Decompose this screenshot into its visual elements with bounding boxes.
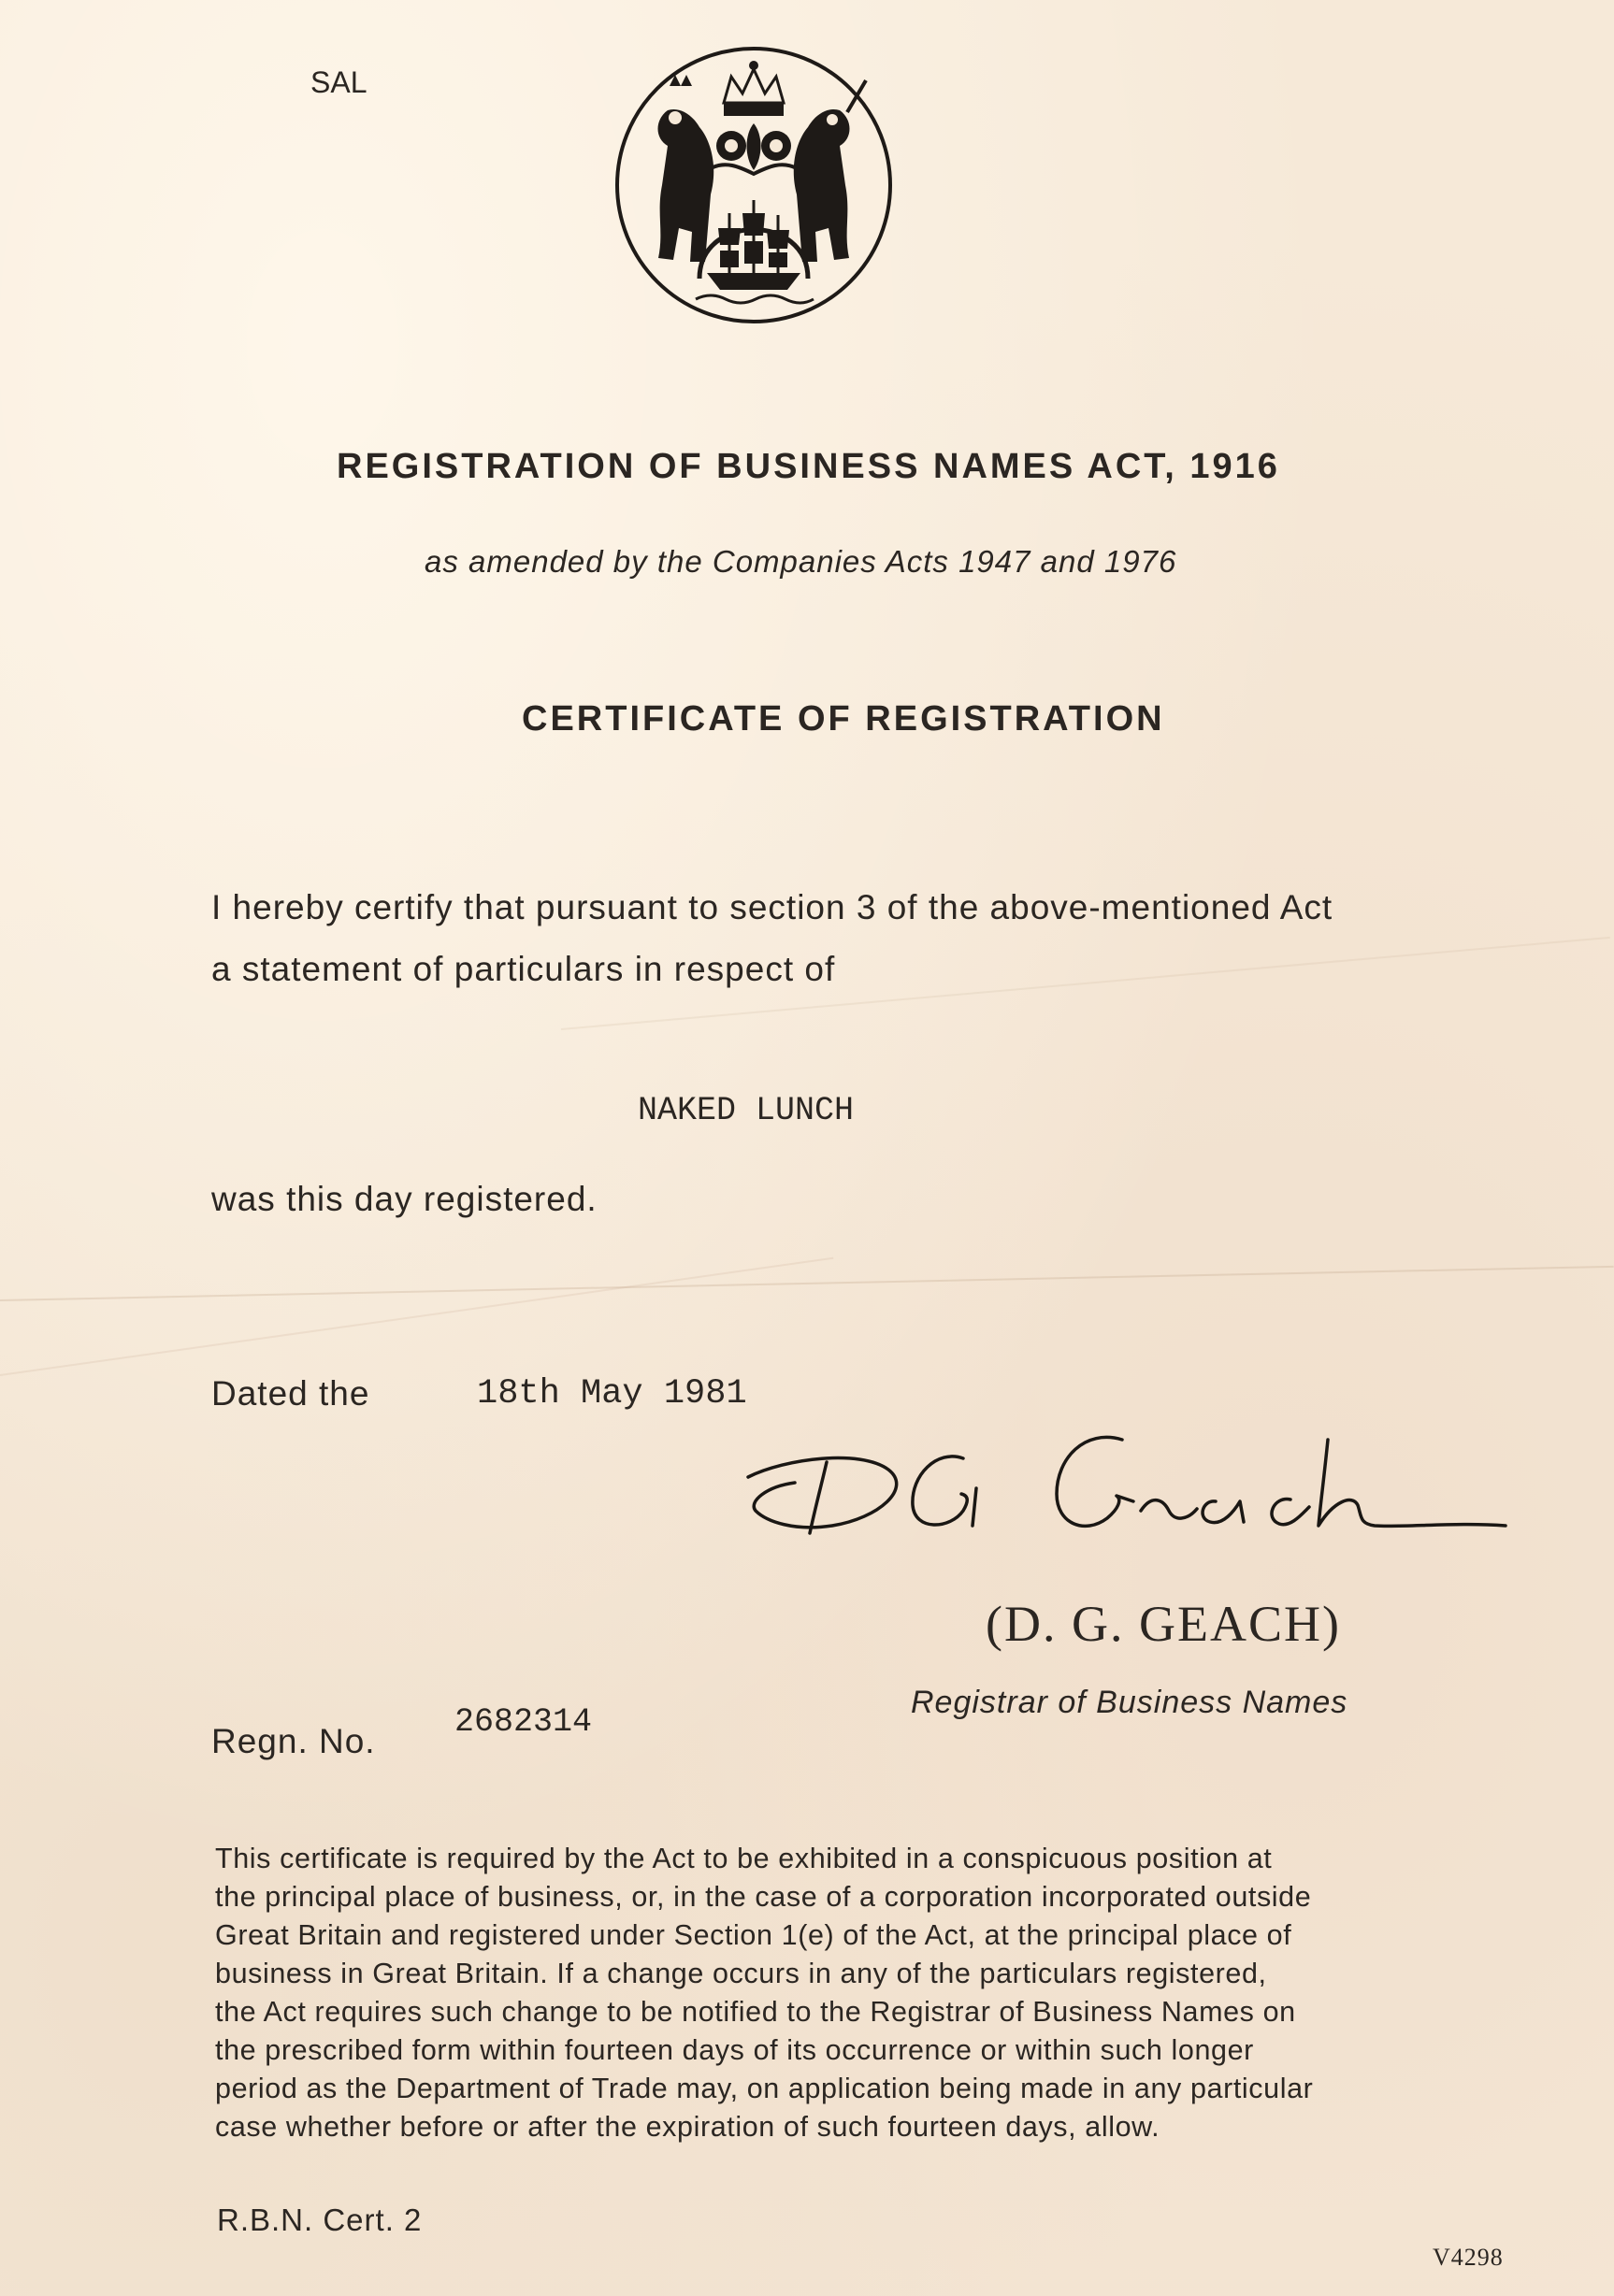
notice-line: This certificate is required by the Act to be exhibited in a conspicuous position at (215, 1843, 1273, 1874)
corner-code: SAL (310, 65, 367, 99)
certify-line-2: a statement of particulars in respect of (211, 950, 836, 988)
form-code: R.B.N. Cert. 2 (217, 2203, 423, 2237)
registration-number-value: 2682314 (454, 1703, 593, 1741)
paper-crease (0, 1266, 1614, 1301)
notice-line: the prescribed form within fourteen days of its occurrence or within such longer (215, 2034, 1254, 2066)
certificate-title: CERTIFICATE OF REGISTRATION (522, 699, 1165, 739)
lion-supporter-icon (658, 75, 714, 262)
act-subtitle: as amended by the Companies Acts 1947 and 1976 (425, 544, 1177, 579)
statutory-notice (215, 1840, 1543, 2146)
crown-icon (724, 61, 784, 116)
notice-line: the Act requires such change to be notified to the Registrar of Business Names on (215, 1996, 1296, 2028)
notice-line: business in Great Britain. If a change occurs in any of the particulars registered, (215, 1958, 1267, 1989)
rose-emblem-icon (711, 123, 797, 174)
serial-code: V4298 (1433, 2244, 1504, 2271)
notice-line: Great Britain and registered under Section 1(e) of the Act, at the principal place of (215, 1919, 1292, 1951)
business-name: NAKED LUNCH (638, 1092, 855, 1129)
notice-line: the principal place of business, or, in the case of a corporation incorporated outside (215, 1881, 1312, 1913)
registrar-title: Registrar of Business Names (911, 1685, 1348, 1720)
registered-text: was this day registered. (211, 1180, 598, 1218)
signature (729, 1421, 1515, 1580)
dated-label: Dated the (211, 1374, 370, 1413)
royal-crest-icon (613, 45, 894, 325)
sailing-ship-icon (707, 200, 800, 290)
registrar-name: (D. G. GEACH) (986, 1596, 1341, 1652)
registration-number-label: Regn. No. (211, 1722, 376, 1760)
unicorn-supporter-icon (794, 80, 866, 262)
notice-line: period as the Department of Trade may, on application being made in any particular (215, 2073, 1314, 2104)
dated-value: 18th May 1981 (477, 1374, 747, 1413)
act-title: REGISTRATION OF BUSINESS NAMES ACT, 1916 (337, 447, 1280, 486)
certify-line-1: I hereby certify that pursuant to section 3 of the above-mentioned Act (211, 888, 1333, 926)
notice-line: case whether before or after the expiration of such fourteen days, allow. (215, 2111, 1160, 2143)
paper-crease (0, 1257, 833, 1376)
